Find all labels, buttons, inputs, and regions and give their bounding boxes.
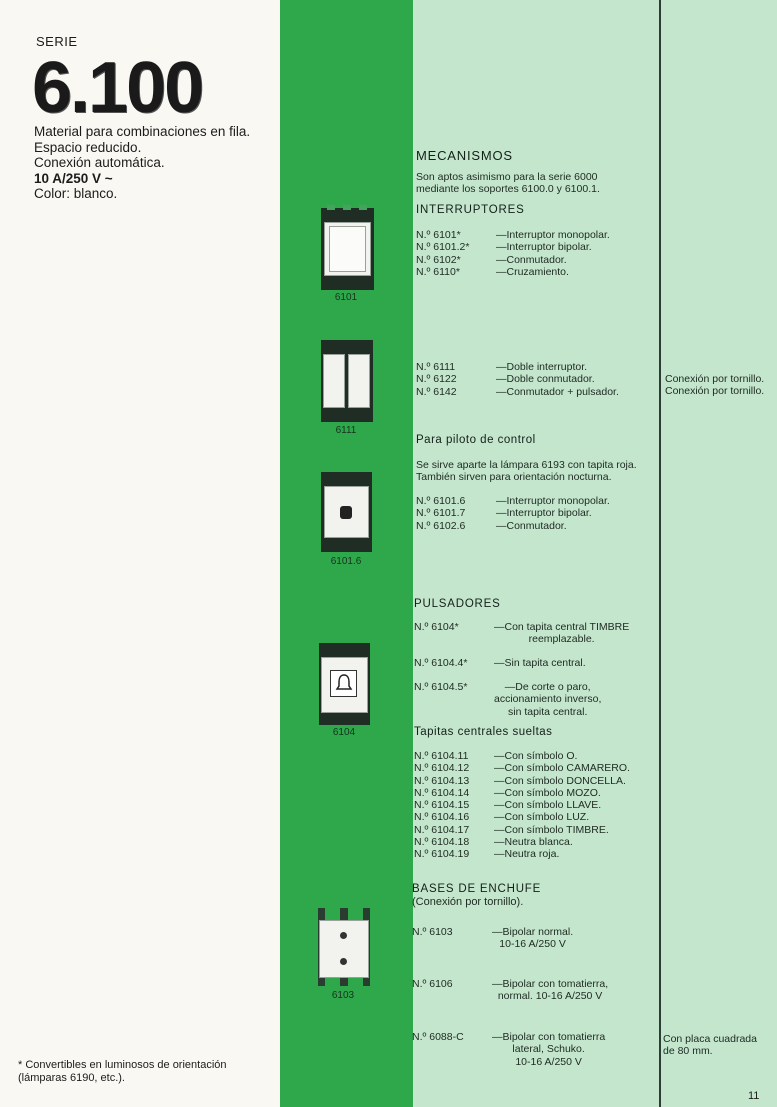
desc-line: 10-16 A/250 V [515,1055,582,1068]
pulsadores-list [414,621,654,721]
item-code: N.º 6101* [416,229,461,241]
item-code: N.º 6106 [412,978,453,990]
list-item [416,361,619,373]
list-item [414,799,630,811]
item-desc: —Interruptor monopolar. [496,495,610,507]
device-caption: 6101 [334,292,358,303]
item-desc: —Con símbolo TIMBRE. [494,823,609,836]
side-note: Con placa cuadrada [663,1033,757,1045]
footnote [18,1059,278,1085]
list-item [416,373,619,385]
desc-line: lateral, Schuko. [512,1043,585,1056]
list-item [412,1031,657,1071]
list-item [414,824,630,836]
list-item [414,657,654,681]
item-code: N.º 6104.19 [414,848,470,861]
item-desc: —Conmutador + pulsador. [496,385,619,398]
section-title-bases: BASES DE ENCHUFE [412,883,542,895]
item-code: N.º 6101.7 [416,507,466,520]
item-desc: —Con símbolo DONCELLA. [494,774,626,787]
list-item [412,978,657,1031]
desc-line: sin tapita central. [508,705,588,718]
serie-label: SERIE [36,34,78,49]
item-desc: —Interruptor bipolar. [496,241,592,254]
side-note: de 80 mm. [663,1045,713,1058]
desc-line: —Bipolar con tomatierra [492,1031,606,1043]
desc-line: reemplazable. [528,633,595,646]
section-title-mecanismos: MECANISMOS [416,148,513,163]
item-desc [492,978,608,1003]
item-desc: —Neutra roja. [494,848,560,861]
item-code: N.º 6101.6 [416,495,466,507]
item-desc: —Interruptor monopolar. [496,229,610,241]
item-desc [494,621,629,646]
item-code: N.º 6104.5* [414,681,468,693]
desc-line: —Bipolar con tomatierra, [492,978,609,990]
list-item [414,775,630,787]
item-desc: —Interruptor bipolar. [496,507,592,520]
item-code: N.º 6104.11 [414,750,469,762]
item-desc: —Con símbolo MOZO. [494,786,601,799]
item-code: N.º 6102.6 [416,519,466,532]
item-desc: —Con símbolo LLAVE. [494,799,602,812]
item-desc [494,657,586,669]
device-caption: 6111 [335,425,357,436]
item-code: N.º 6104.12 [414,762,470,775]
bases-subtitle: (Conexión por tornillo). [412,896,524,908]
list-item [414,681,654,721]
item-code: N.º 6104* [414,621,459,633]
piloto-list [416,495,610,532]
item-code: N.º 6104.14 [414,786,470,799]
desc-line: —Sin tapita central. [494,657,586,669]
item-code: N.º 6104.17 [414,823,470,836]
bases-list [412,926,657,1071]
list-item [416,386,619,398]
switch-6111-image [321,340,373,422]
item-code: N.º 6088-C [412,1031,464,1043]
item-desc: —Con símbolo LUZ. [494,811,590,824]
list-item [416,266,610,278]
mecanismos-note [416,171,600,196]
item-code: N.º 6111 [416,361,456,373]
list-item [416,241,610,253]
footnote-line: * Convertibles en luminosos de orientación [18,1059,227,1071]
item-desc [492,1031,605,1068]
side-notes [665,373,764,398]
item-code: N.º 6104.18 [414,836,470,849]
intro-line: Espacio reducido. [34,139,142,155]
desc-line: —Bipolar normal. [492,926,574,938]
switch-6101-6-image [321,472,372,552]
desc-line: —Con tapita central TIMBRE [494,621,630,633]
note-line: Son aptos asimismo para la serie 6000 [416,171,598,183]
list-item [414,621,654,657]
column-divider [659,0,661,1107]
list-item [414,787,630,799]
pushbutton-6104-image [319,643,370,725]
item-code: N.º 6104.15 [414,799,470,812]
section-title-tapitas: Tapitas centrales sueltas [414,726,553,738]
item-desc [494,681,601,718]
list-item [412,926,657,978]
device-caption: 6103 [331,990,355,1001]
intro-line: 10 A/250 V ~ [34,170,113,186]
item-code: N.º 6104.16 [414,811,470,824]
item-desc: —Conmutador. [496,519,567,532]
tapitas-list [414,750,630,861]
list-item [414,750,630,762]
item-code: N.º 6142 [416,385,457,398]
note-line: mediante los soportes 6100.0 y 6100.1. [416,183,600,196]
desc-line: 10-16 A/250 V [499,938,566,951]
list-item [414,836,630,848]
side-note: Conexión por tornillo. [665,373,765,385]
item-desc: —Doble interruptor. [496,361,588,373]
note-line: Se sirve aparte la lámpara 6193 con tapita roja. [416,459,637,471]
list-item [416,254,610,266]
device-caption: 6104 [332,727,356,738]
item-desc: —Con símbolo CAMARERO. [494,762,630,775]
item-code: N.º 6102* [416,253,461,266]
dobles-list [416,361,619,398]
note-line: También sirven para orientación nocturna. [416,471,612,484]
page-number: 11 [748,1090,760,1102]
section-title-piloto: Para piloto de control [416,434,536,446]
desc-line: accionamiento inverso, [494,693,602,706]
interruptores-list [416,229,610,278]
list-item [414,762,630,774]
item-code: N.º 6101.2* [416,241,470,254]
bell-icon [334,673,354,693]
item-desc: —Neutra blanca. [494,836,573,849]
device-caption: 6101.6 [330,556,362,567]
bases-side-note [663,1033,757,1058]
list-item [414,848,630,860]
list-item [416,507,610,519]
footnote-line: (lámparas 6190, etc.). [18,1072,125,1084]
piloto-note [416,459,637,484]
side-note: Conexión por tornillo. [665,385,765,398]
desc-line: normal. 10-16 A/250 V [497,990,603,1003]
item-desc: —Cruzamiento. [496,265,569,278]
list-item [414,811,630,823]
intro-text [34,124,274,202]
desc-line: —De corte o paro, [504,681,591,693]
list-item [416,495,610,507]
item-code: N.º 6104.4* [414,657,468,669]
switch-6101-image [321,208,374,290]
intro-line: Color: blanco. [34,186,118,201]
section-title-pulsadores: PULSADORES [414,598,501,610]
section-title-interruptores: INTERRUPTORES [416,204,525,216]
item-code: N.º 6104.13 [414,774,470,787]
item-desc: —Con símbolo O. [494,750,578,762]
serie-number: 6.100 [32,48,203,128]
item-desc: —Doble conmutador. [496,373,595,386]
item-desc: —Conmutador. [496,253,567,266]
intro-line: Material para combinaciones en fila. [34,124,251,139]
list-item [416,520,610,532]
list-item [416,229,610,241]
intro-line: Conexión automática. [34,155,165,170]
item-desc [492,926,573,951]
item-code: N.º 6122 [416,373,457,386]
item-code: N.º 6110* [416,265,460,278]
socket-6103-image [318,908,370,986]
item-code: N.º 6103 [412,926,453,938]
